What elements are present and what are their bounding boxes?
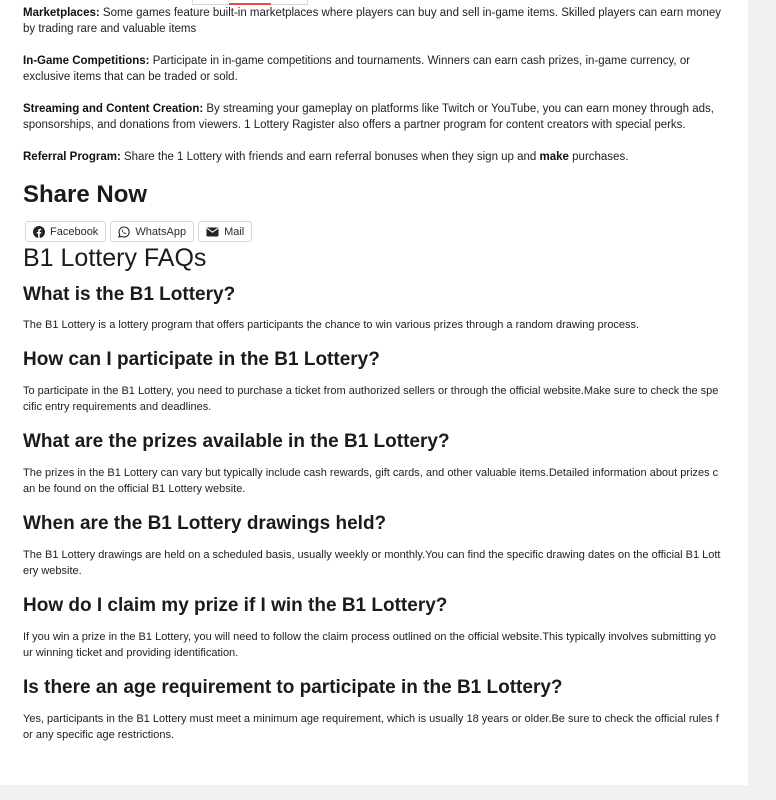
paragraph-label: Marketplaces: <box>23 7 100 19</box>
faq-question: How do I claim my prize if I win the B1 Lottery? <box>23 595 448 616</box>
faq-question: When are the B1 Lottery drawings held? <box>23 513 387 534</box>
paragraph-marketplaces <box>23 5 723 37</box>
faq-answer: The prizes in the B1 Lottery can vary but typically include cash rewards, gift cards, and other valuable items.Detailed information about prizes can be found on the official B1 Lottery website. <box>23 467 719 495</box>
share-whatsapp-label: WhatsApp <box>135 225 187 238</box>
faq-answer: The B1 Lottery is a lottery program that offers participants the chance to win various prizes through a random drawing process. <box>23 319 640 331</box>
facebook-icon <box>33 226 45 238</box>
share-whatsapp-button[interactable] <box>110 221 194 242</box>
faq-question: What is the B1 Lottery? <box>23 284 236 305</box>
faq-answer: To participate in the B1 Lottery, you need to purchase a ticket from authorized sellers or through the official website.Make sure to check the specific entry requirements and deadlines. <box>23 385 719 413</box>
share-mail-label: Mail <box>224 225 245 238</box>
whatsapp-icon <box>118 226 130 238</box>
paragraph-label: Referral Program: <box>23 151 121 163</box>
faq-answer: Yes, participants in the B1 Lottery must meet a minimum age requirement, which is usually 18 years or older.Be sure to check the official rules for any specific age restrictions. <box>23 713 719 741</box>
paragraph-streaming <box>23 101 723 133</box>
share-facebook-label: Facebook <box>50 225 99 238</box>
paragraph-text: Participate in in-game competitions and tournaments. Winners can earn cash prizes, in-game currency, or exclusive items that can be traded or sold. <box>23 55 691 83</box>
share-mail-button[interactable] <box>198 221 252 242</box>
paragraph-bold-word: make <box>539 151 569 163</box>
share-buttons <box>25 221 252 242</box>
faq-question: Is there an age requirement to participate in the B1 Lottery? <box>23 677 563 698</box>
faq-title: B1 Lottery FAQs <box>23 244 207 272</box>
faq-question: How can I participate in the B1 Lottery? <box>23 349 380 370</box>
paragraph-text: By streaming your gameplay on platforms like Twitch or YouTube, you can earn money through ads, sponsorships, and donations from viewers. 1 Lottery Ragister also offers a partner program for content creators with special perks. <box>23 103 714 131</box>
share-facebook-button[interactable] <box>25 221 106 242</box>
faq-question: What are the prizes available in the B1 Lottery? <box>23 431 450 452</box>
paragraph-text: Some games feature built-in marketplaces where players can buy and sell in-game items. Skilled players can earn money by trading rare and valuable items <box>23 7 722 35</box>
faq-answer: If you win a prize in the B1 Lottery, you will need to follow the claim process outlined on the official website.This typically involves submitting your winning ticket and providing identification. <box>23 631 716 659</box>
paragraph-label: In-Game Competitions: <box>23 55 150 67</box>
paragraph-referral-program <box>23 149 723 165</box>
mail-icon <box>206 227 219 237</box>
paragraph-text-after: purchases. <box>568 151 629 163</box>
paragraph-in-game-competitions <box>23 53 723 85</box>
paragraph-text: Share the 1 Lottery with friends and earn referral bonuses when they sign up and <box>120 151 540 163</box>
paragraph-label: Streaming and Content Creation: <box>23 103 204 115</box>
share-title: Share Now <box>23 181 148 208</box>
faq-answer: The B1 Lottery drawings are held on a scheduled basis, usually weekly or monthly.You can find the specific drawing dates on the official B1 Lottery website. <box>23 549 721 577</box>
